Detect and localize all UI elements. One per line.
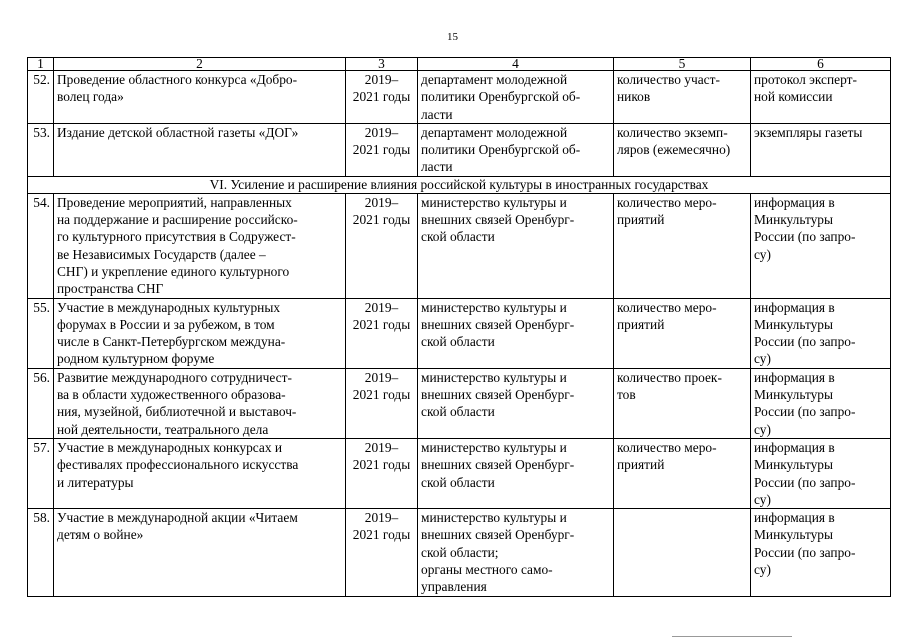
column-header: 1: [28, 58, 54, 71]
executor-cell: [418, 438, 614, 508]
period-cell-line: 2019–: [364, 72, 399, 87]
indicator-cell: [614, 123, 751, 176]
executor-cell-line: внешних связей Оренбург-: [421, 316, 575, 332]
executor-cell-line: департамент молодежной: [421, 72, 568, 87]
result-cell-line: информация в: [754, 299, 835, 315]
event-cell-line: Проведение областного конкурса «Добро-: [57, 72, 298, 87]
result-cell-line: ной комиссии: [754, 89, 833, 105]
event-cell: [54, 509, 346, 596]
event-cell-line: ной деятельности, театрального дела: [57, 421, 269, 437]
indicator-cell-line: количество меро-: [617, 194, 717, 210]
result-cell: [751, 368, 891, 438]
event-cell: [54, 368, 346, 438]
column-header: 6: [751, 58, 891, 71]
row-number: 56.: [28, 368, 54, 438]
result-cell-line: России (по запро-: [754, 334, 856, 350]
event-cell: [54, 123, 346, 176]
page-number: 15: [447, 31, 458, 43]
indicator-cell: [614, 298, 751, 368]
indicator-cell: [614, 368, 751, 438]
result-cell-line: России (по запро-: [754, 229, 856, 245]
footer-rule: [672, 636, 792, 637]
executor-cell-line: ской области;: [421, 544, 499, 560]
event-cell-line: родном культурном форуме: [57, 351, 215, 367]
table-row: [28, 298, 891, 368]
event-cell-line: числе в Санкт-Петербургском междуна-: [57, 334, 286, 350]
executor-cell-line: внешних связей Оренбург-: [421, 457, 575, 473]
result-cell-line: информация в: [754, 194, 835, 210]
table-row: [28, 193, 891, 298]
executor-cell-line: министерство культуры и: [421, 510, 567, 526]
executor-cell: [418, 368, 614, 438]
result-cell-line: России (по запро-: [754, 474, 856, 490]
indicator-cell-line: количество меро-: [617, 299, 717, 315]
column-header: 3: [346, 58, 418, 71]
period-cell-line: 2021 годы: [352, 89, 411, 105]
indicator-cell-line: количество участ-: [617, 72, 720, 87]
executor-cell-line: ской области: [421, 474, 495, 490]
period-cell: [346, 71, 418, 124]
event-cell: [54, 193, 346, 298]
result-cell-line: су): [754, 351, 771, 367]
indicator-cell-line: приятий: [617, 212, 665, 228]
column-header-row: [28, 58, 891, 71]
result-cell-line: су): [754, 421, 771, 437]
result-cell-line: су): [754, 491, 771, 507]
period-cell-line: 2021 годы: [352, 142, 411, 158]
row-number: 58.: [28, 509, 54, 596]
event-cell-line: Проведение мероприятий, направленных: [57, 194, 292, 210]
executor-cell-line: внешних связей Оренбург-: [421, 527, 575, 543]
event-cell-line: Участие в международной акции «Читаем: [57, 510, 298, 526]
indicator-cell-line: приятий: [617, 457, 665, 473]
result-cell-line: России (по запро-: [754, 404, 856, 420]
executor-cell-line: министерство культуры и: [421, 439, 567, 455]
executor-cell: [418, 298, 614, 368]
indicator-cell-line: количество экземп-: [617, 124, 728, 140]
indicator-cell-line: ников: [617, 89, 651, 105]
column-header: 2: [54, 58, 346, 71]
event-cell-line: и литературы: [57, 474, 134, 490]
event-cell-line: волец года»: [57, 89, 124, 105]
executor-cell-line: ласти: [421, 159, 453, 175]
indicator-cell: [614, 438, 751, 508]
result-cell-line: Минкультуры: [754, 527, 834, 543]
period-cell-line: 2019–: [364, 369, 399, 385]
indicator-cell: [614, 193, 751, 298]
row-number: 53.: [28, 123, 54, 176]
indicator-cell-line: количество меро-: [617, 439, 717, 455]
result-cell-line: су): [754, 246, 771, 262]
indicator-cell-line: приятий: [617, 316, 665, 332]
event-cell-line: Развитие международного сотрудничест-: [57, 369, 292, 385]
table-row: [28, 509, 891, 596]
period-cell: [346, 123, 418, 176]
column-header: 4: [418, 58, 614, 71]
period-cell-line: 2021 годы: [352, 527, 411, 543]
result-cell: [751, 298, 891, 368]
result-cell-line: экземпляры газеты: [754, 124, 863, 140]
event-cell-line: на поддержание и расширение российско-: [57, 212, 298, 228]
event-cell-line: ния, музейной, библиотечной и выставоч-: [57, 404, 297, 420]
result-cell: [751, 509, 891, 596]
executor-cell-line: департамент молодежной: [421, 124, 568, 140]
event-cell-line: Издание детской областной газеты «ДОГ»: [57, 124, 299, 140]
period-cell: [346, 438, 418, 508]
indicator-cell: [614, 71, 751, 124]
event-cell-line: Участие в международных культурных: [57, 299, 281, 315]
measures-table: [27, 57, 891, 597]
result-cell-line: протокол эксперт-: [754, 72, 857, 87]
row-number: 52.: [28, 71, 54, 124]
row-number: 54.: [28, 193, 54, 298]
indicator-cell-line: ляров (ежемесячно): [617, 142, 731, 158]
table-row: [28, 368, 891, 438]
period-cell-line: 2021 годы: [352, 457, 411, 473]
period-cell-line: 2019–: [364, 510, 399, 526]
event-cell-line: форумах в России и за рубежом, в том: [57, 316, 275, 332]
executor-cell: [418, 71, 614, 124]
executor-cell: [418, 193, 614, 298]
result-cell-line: информация в: [754, 510, 835, 526]
result-cell-line: Минкультуры: [754, 316, 834, 332]
period-cell-line: 2019–: [364, 124, 399, 140]
event-cell-line: СНГ) и укрепление единого культурного: [57, 263, 290, 279]
executor-cell-line: ской области: [421, 229, 495, 245]
executor-cell-line: ской области: [421, 334, 495, 350]
executor-cell-line: управления: [421, 579, 487, 595]
event-cell-line: го культурного присутствия в Содружест-: [57, 229, 296, 245]
event-cell-line: ва в области художественного образова-: [57, 387, 286, 403]
event-cell-line: пространства СНГ: [57, 281, 164, 297]
event-cell: [54, 71, 346, 124]
result-cell: [751, 438, 891, 508]
section-title: VI. Усиление и расширение влияния российской культуры в иностранных государствах: [28, 176, 891, 193]
period-cell-line: 2019–: [364, 194, 399, 210]
executor-cell-line: министерство культуры и: [421, 299, 567, 315]
executor-cell-line: политики Оренбургской об-: [421, 142, 581, 158]
event-cell-line: фестивалях профессионального искусства: [57, 457, 299, 473]
executor-cell: [418, 509, 614, 596]
executor-cell-line: ской области: [421, 404, 495, 420]
period-cell: [346, 298, 418, 368]
result-cell-line: информация в: [754, 369, 835, 385]
result-cell: [751, 193, 891, 298]
period-cell: [346, 193, 418, 298]
period-cell-line: 2021 годы: [352, 212, 411, 228]
result-cell-line: информация в: [754, 439, 835, 455]
executor-cell-line: министерство культуры и: [421, 369, 567, 385]
indicator-cell-line: тов: [617, 387, 636, 403]
event-cell-line: ве Независимых Государств (далее –: [57, 246, 266, 262]
row-number: 57.: [28, 438, 54, 508]
executor-cell-line: министерство культуры и: [421, 194, 567, 210]
executor-cell-line: внешних связей Оренбург-: [421, 212, 575, 228]
period-cell-line: 2021 годы: [352, 316, 411, 332]
event-cell: [54, 298, 346, 368]
period-cell-line: 2019–: [364, 439, 399, 455]
table-row: [28, 438, 891, 508]
indicator-cell-line: количество проек-: [617, 369, 722, 385]
executor-cell-line: внешних связей Оренбург-: [421, 387, 575, 403]
event-cell: [54, 438, 346, 508]
result-cell-line: Минкультуры: [754, 387, 834, 403]
column-header: 5: [614, 58, 751, 71]
executor-cell: [418, 123, 614, 176]
section-row: [28, 176, 891, 193]
table-row: [28, 123, 891, 176]
indicator-cell: [614, 509, 751, 596]
result-cell-line: Минкультуры: [754, 457, 834, 473]
result-cell: [751, 123, 891, 176]
event-cell-line: Участие в международных конкурсах и: [57, 439, 283, 455]
result-cell-line: су): [754, 562, 771, 578]
result-cell-line: Минкультуры: [754, 212, 834, 228]
event-cell-line: детям о войне»: [57, 527, 144, 543]
result-cell-line: России (по запро-: [754, 544, 856, 560]
table-body: [28, 58, 891, 597]
period-cell: [346, 509, 418, 596]
period-cell-line: 2021 годы: [352, 387, 411, 403]
row-number: 55.: [28, 298, 54, 368]
executor-cell-line: политики Оренбургской об-: [421, 89, 581, 105]
period-cell-line: 2019–: [364, 299, 399, 315]
result-cell: [751, 71, 891, 124]
table-row: [28, 71, 891, 124]
executor-cell-line: ласти: [421, 106, 453, 122]
period-cell: [346, 368, 418, 438]
executor-cell-line: органы местного само-: [421, 562, 553, 578]
